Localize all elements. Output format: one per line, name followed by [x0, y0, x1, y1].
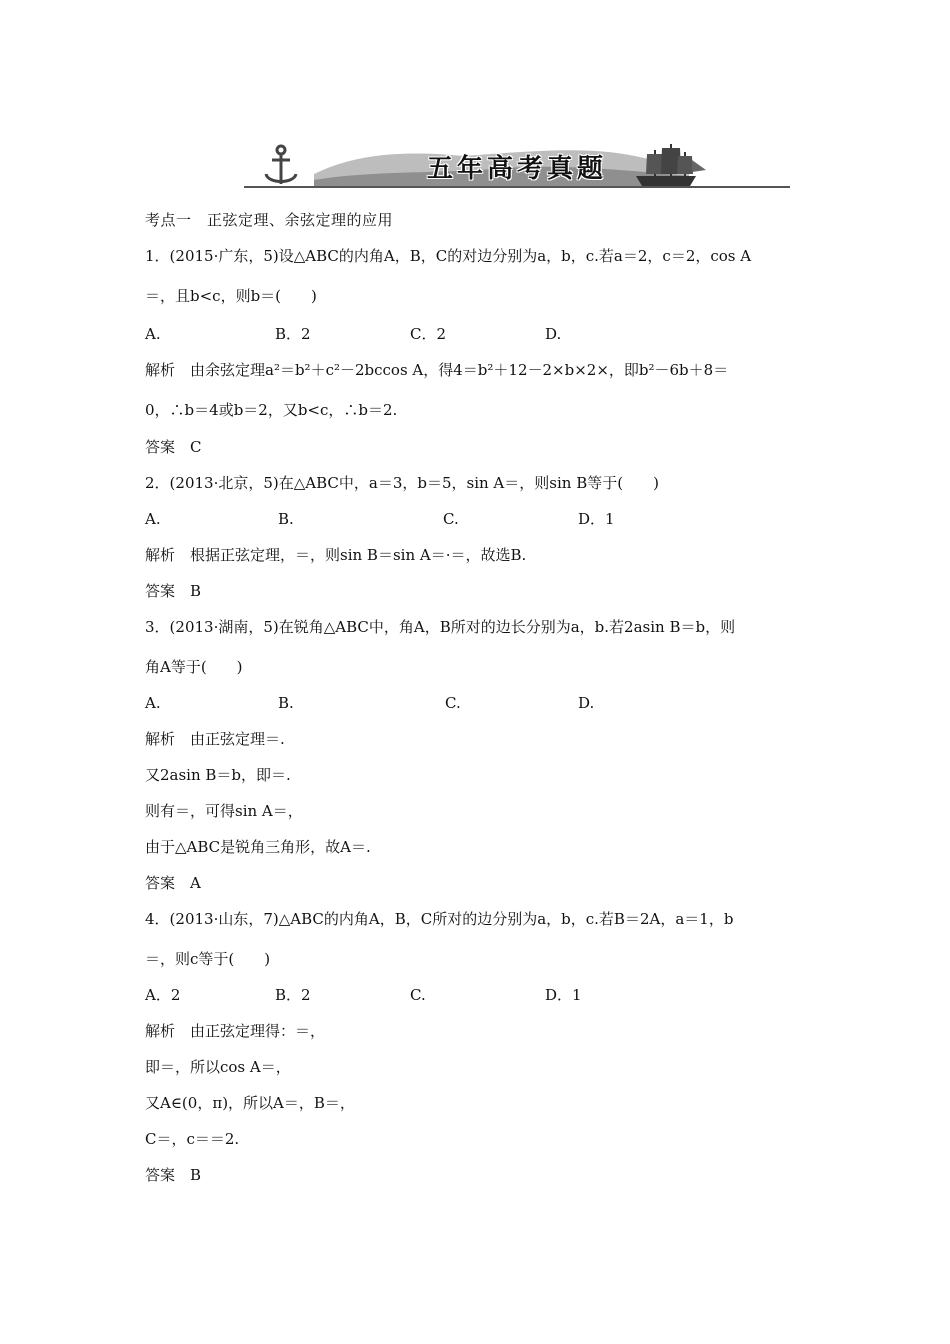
answer-2: 答案 B — [145, 582, 202, 600]
option-d: D. — [578, 694, 595, 712]
answer-4: 答案 B — [145, 1166, 202, 1184]
question-text: 4．(2013·山东，7)△ABC的内角A，B，C所对的边分别为a，b，c.若B＝2A，a＝1，b — [145, 910, 734, 928]
option-a: A. — [145, 325, 161, 343]
option-b: B. — [278, 694, 294, 712]
question-4-options — [145, 985, 805, 1005]
analysis-1-line-2: 0，∴b＝4或b＝2，又b<c，∴b＝2. — [145, 401, 398, 419]
option-c: C. — [410, 986, 426, 1004]
question-4-line-1 — [145, 909, 807, 929]
question-1-options — [145, 324, 805, 344]
option-a: A．2 — [145, 986, 181, 1004]
header-banner — [244, 140, 790, 192]
answer-3: 答案 A — [145, 874, 201, 892]
option-a: A. — [145, 694, 161, 712]
option-d: D．1 — [545, 986, 582, 1004]
question-text: 3．(2013·湖南，5)在锐角△ABC中，角A，B所对的边长分别为a，b.若2asin B＝b，则 — [145, 618, 736, 636]
option-d: D．1 — [578, 510, 615, 528]
question-2-line-1: 2．(2013·北京，5)在△ABC中，a＝3，b＝5，sin A＝，则sin B等于( ) — [145, 474, 659, 492]
analysis-4-line-4: C＝，c＝＝2. — [145, 1130, 240, 1148]
analysis-2-line-1: 解析 根据正弦定理，＝，则sin B＝sin A＝·＝，故选B. — [145, 546, 527, 564]
anchor-icon — [266, 146, 296, 184]
analysis-1-line-1: 解析 由余弦定理a²＝b²＋c²－2bccos A，得4＝b²＋12－2×b×2×，即b²－6b＋8＝ — [145, 361, 729, 379]
option-c: C. — [445, 694, 461, 712]
option-c: C．2 — [410, 325, 447, 343]
analysis-3-line-1: 解析 由正弦定理＝. — [145, 730, 285, 748]
question-4-line-2: ＝，则c等于( ) — [145, 950, 271, 968]
section-heading: 考点一 正弦定理、余弦定理的应用 — [145, 211, 394, 229]
analysis-4-line-2: 即＝，所以cos A＝， — [145, 1058, 291, 1076]
option-b: B．2 — [275, 986, 311, 1004]
analysis-4-line-3: 又A∈(0，π)，所以A＝，B＝， — [145, 1094, 355, 1112]
answer-1: 答案 C — [145, 438, 202, 456]
question-1-line-1 — [145, 246, 807, 266]
option-c: C. — [443, 510, 459, 528]
option-b: B．2 — [275, 325, 311, 343]
analysis-3-line-2: 又2asin B＝b，即＝. — [145, 766, 291, 784]
option-a: A. — [145, 510, 161, 528]
option-b: B. — [278, 510, 294, 528]
page-title: 五年高考真题 — [426, 154, 607, 184]
question-3-options — [145, 693, 805, 713]
analysis-3-line-3: 则有＝，可得sin A＝， — [145, 802, 303, 820]
question-2-options — [145, 509, 805, 529]
option-d: D. — [545, 325, 562, 343]
question-3-line-2: 角A等于( ) — [145, 658, 243, 676]
question-1-line-2: ＝，且b<c，则b＝( ) — [145, 287, 317, 305]
analysis-3-line-4: 由于△ABC是锐角三角形，故A＝. — [145, 838, 371, 856]
analysis-4-line-1: 解析 由正弦定理得：＝， — [145, 1022, 326, 1040]
question-text: 1．(2015·广东，5)设△ABC的内角A，B，C的对边分别为a，b，c.若a＝2，c＝2，cos A — [145, 247, 752, 265]
question-3-line-1 — [145, 617, 807, 637]
